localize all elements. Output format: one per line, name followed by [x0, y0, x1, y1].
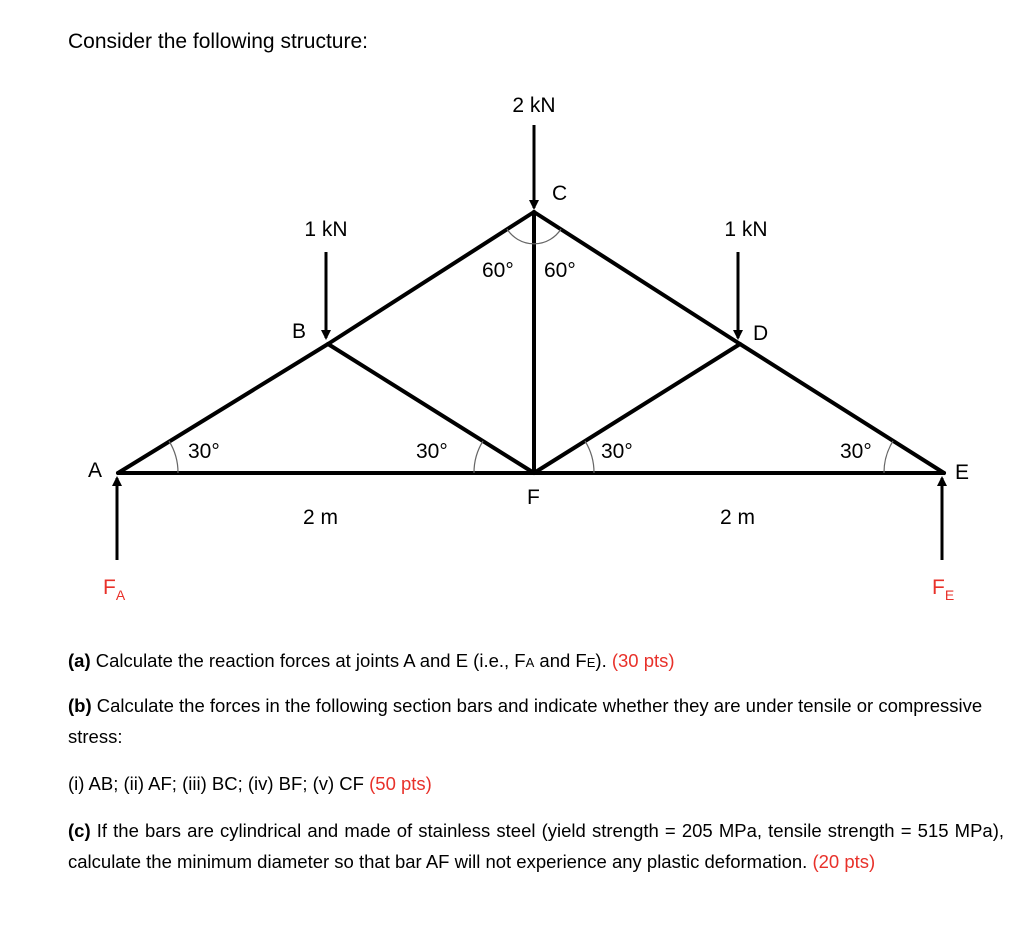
- question-c-points: (20 pts): [812, 851, 876, 872]
- question-a: [68, 645, 1004, 678]
- question-b-text: Calculate the forces in the following section bars and indicate whether they are under tensile or compressive stress:: [68, 695, 983, 747]
- question-a-text-2: and F: [534, 650, 587, 671]
- question-a-points: (30 pts): [611, 650, 675, 671]
- reaction-label-a-sub: A: [115, 587, 126, 603]
- question-c-label: (c): [68, 820, 91, 841]
- angle-label-a: 30°: [188, 440, 220, 463]
- angle-label-f-right: 30°: [601, 440, 633, 463]
- member-df: [534, 344, 740, 473]
- joint-label-b: B: [292, 320, 307, 343]
- angle-label-e: 30°: [840, 440, 872, 463]
- question-a-text-3: ).: [595, 650, 612, 671]
- question-b: [68, 690, 1004, 752]
- load-label-d: 1 kN: [724, 218, 768, 241]
- question-b-items-text: (i) AB; (ii) AF; (iii) BC; (iv) BF; (v) CF: [68, 773, 370, 794]
- question-c: [68, 815, 1004, 877]
- reaction-label-e: [932, 576, 954, 603]
- angle-arc-a: [169, 441, 178, 473]
- joint-label-f: F: [527, 486, 540, 509]
- question-a-label: (a): [68, 650, 91, 671]
- reaction-label-a: [103, 576, 126, 603]
- question-b-label: (b): [68, 695, 92, 716]
- question-a-text-1: Calculate the reaction forces at joints A and E (i.e., F: [90, 650, 526, 671]
- angle-label-c-left: 60°: [482, 259, 514, 282]
- joint-label-e: E: [955, 461, 970, 484]
- reaction-label-e-sub: E: [944, 587, 955, 603]
- question-b-points: (50 pts): [369, 773, 432, 794]
- joint-label-a: A: [88, 459, 103, 482]
- angle-arc-e: [884, 441, 893, 473]
- reaction-label-e-main: F: [932, 576, 945, 599]
- reaction-label-a-main: F: [103, 576, 116, 599]
- joint-label-d: D: [753, 322, 769, 345]
- joint-label-c: C: [552, 182, 568, 205]
- angle-label-c-right: 60°: [544, 259, 576, 282]
- member-ab: [118, 344, 328, 473]
- span-label-left: 2 m: [303, 506, 339, 529]
- angle-label-f-left: 30°: [416, 440, 448, 463]
- angle-arc-f-left: [474, 441, 483, 473]
- question-c-text: If the bars are cylindrical and made of stainless steel (yield strength = 205 MPa, tensile strength = 515 MPa), calculate the minimum diameter so that bar AF will not experience any plastic deformation.: [68, 820, 1004, 872]
- question-a-sub-1: A: [525, 655, 535, 670]
- load-label-b: 1 kN: [304, 218, 348, 241]
- question-a-sub-2: E: [586, 655, 596, 670]
- load-label-c: 2 kN: [512, 94, 556, 117]
- angle-arc-f-right: [585, 441, 594, 473]
- question-b-items: [68, 768, 1004, 799]
- span-label-right: 2 m: [720, 506, 756, 529]
- intro-text: Consider the following structure:: [68, 30, 368, 53]
